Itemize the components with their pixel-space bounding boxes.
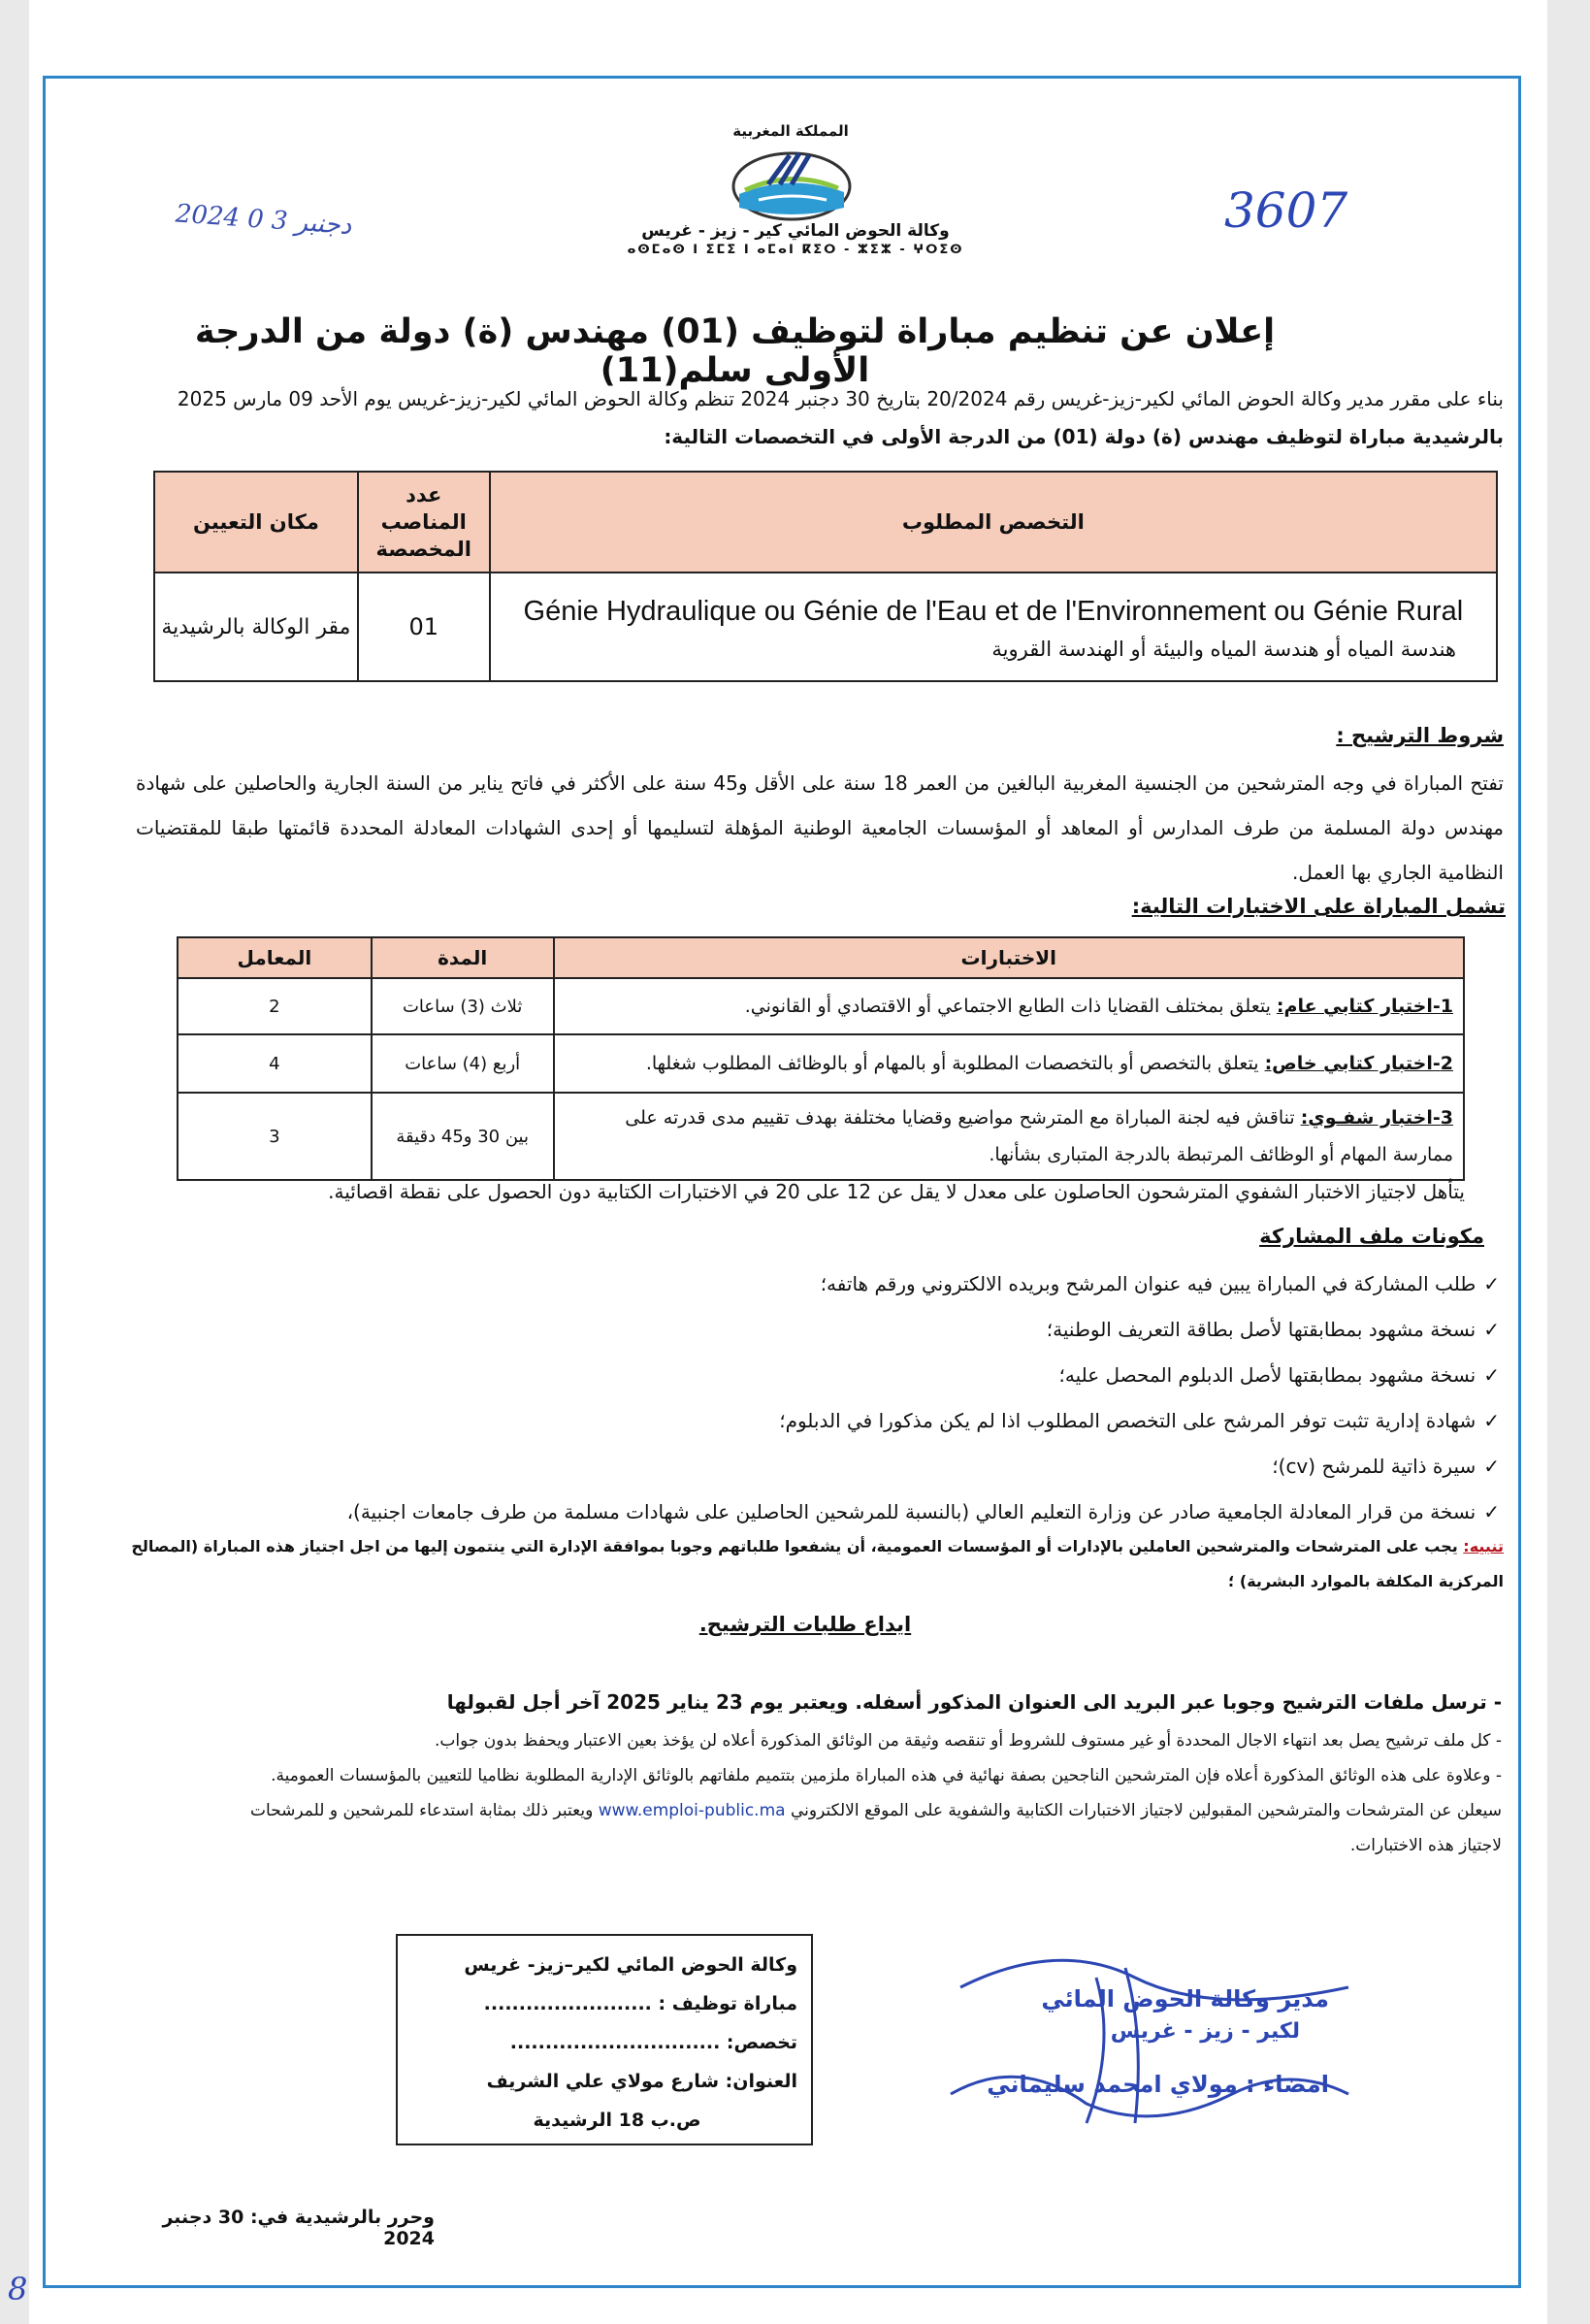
specialty-arabic: هندسة المياه أو هندسة المياه والبيئة أو الهندسة القروية <box>991 637 1456 661</box>
test-label: 1-اختبار كتابي عام: <box>1276 996 1453 1017</box>
agency-name-arabic: وكالة الحوض المائي كير - زيز - غريس <box>641 221 950 241</box>
header-tests: الاختبارات <box>554 937 1464 978</box>
header-count: عدد المناصب المخصصة <box>358 472 490 573</box>
cell-coefficient: 4 <box>178 1034 372 1093</box>
table-row <box>154 573 1497 681</box>
handwritten-reference-number: 3607 <box>1224 182 1348 239</box>
list-item <box>320 1444 1500 1489</box>
deposit-line-text: سيعلن عن المترشحات والمترشحين المقبولين لاجتياز الاختبارات الكتابية والشفوية على الموقع الالكتروني <box>785 1801 1502 1820</box>
announcement-title: إعلان عن تنظيم مباراة لتوظيف (01) مهندس (ة) دولة من الدرجة الأولى سلم(11) <box>194 312 1276 390</box>
address-street: العنوان: شارع مولاي علي الشريف <box>486 2071 797 2092</box>
test-label: 2-اختبار كتابي خاص: <box>1264 1053 1453 1074</box>
conditions-heading: شروط الترشيح : <box>1336 724 1504 747</box>
deposit-line: لاجتياز هذه الاختبارات. <box>1349 1836 1502 1855</box>
address-contest: مباراة توظيف : ........................ <box>483 1993 797 2014</box>
deposit-section <box>126 1681 1502 1863</box>
cell-duration: بين 30 و45 دقيقة <box>372 1093 554 1180</box>
cell-duration: ثلاث (3) ساعات <box>372 978 554 1034</box>
list-item-text: نسخة مشهود بمطابقتها لأصل الدبلوم المحصل عليه؛ <box>1058 1363 1476 1387</box>
kingdom-label: المملكة المغربية <box>732 122 849 140</box>
note-text: يجب على المترشحات والمترشحين العاملين بالإدارات أو المؤسسات العمومية، أن يشفعوا طلباتهم وجوبا بموافقة الإدارة التي ينتمون إليها من اجل اجتياز هذه المباراة (المصالح المركزية المكلفة بالموارد البشرية) ؛ <box>131 1537 1504 1590</box>
address-po-box: ص.ب 18 الرشيدية <box>533 2110 701 2131</box>
table-row <box>178 1093 1464 1180</box>
cell-coefficient: 3 <box>178 1093 372 1180</box>
cell-place: مقر الوكالة بالرشيدية <box>154 573 358 681</box>
list-item <box>320 1353 1500 1398</box>
header-place: مكان التعيين <box>154 472 358 573</box>
cell-specialty <box>490 573 1497 681</box>
list-item <box>320 1261 1500 1307</box>
signature-stamp <box>941 1948 1358 2133</box>
test-description: يتعلق بالتخصص أو بالتخصصات المطلوبة أو بالمهام أو بالوظائف المطلوب شغلها. <box>645 1053 1265 1074</box>
address-specialty: تخصص: .............................. <box>509 2032 797 2053</box>
tests-table <box>177 936 1465 1181</box>
list-item-text: نسخة مشهود بمطابقتها لأصل بطاقة التعريف الوطنية؛ <box>1046 1318 1476 1341</box>
corner-handwritten-mark: 8 <box>8 2271 28 2308</box>
checkmark-icon: ✓ <box>1483 1409 1500 1432</box>
intro-paragraph <box>146 380 1504 456</box>
website-link[interactable]: www.emploi-public.ma <box>598 1801 786 1820</box>
agency-name-tifinagh: ⴰⵙⵎⴰⵙ ⵏ ⵉⵎⵉ ⵏ ⴰⵎⴰⵏ ⴽⵉⵔ - ⵣⵉⵣ - ⵖⵔⵉⵙ <box>627 243 964 257</box>
header-duration: المدة <box>372 937 554 978</box>
specialty-french: Génie Hydraulique ou Génie de l'Eau et de l'Environnement ou Génie Rural <box>523 595 1464 627</box>
table-row <box>178 1034 1464 1093</box>
list-item-text: نسخة من قرار المعادلة الجامعية صادر عن وزارة التعليم العالي (بالنسبة للمرشحين الحاصلين على شهادات مسلمة من طرف جامعات اجنبية)، <box>346 1500 1476 1523</box>
positions-table <box>153 471 1498 682</box>
list-item <box>320 1307 1500 1353</box>
table-row <box>178 978 1464 1034</box>
signature-title: مدير وكالة الحوض المائي <box>1041 1985 1329 2013</box>
warning-note <box>126 1529 1504 1599</box>
date-stamp: 2024 دجنبر 3 0 <box>174 199 353 242</box>
deposit-line: - وعلاوة على هذه الوثائق المذكورة أعلاه فإن المترشحين الناجحين بصفة نهائية في هذه المباراة ملزمين بتتميم ملفاتهم بالوثائق الإدارية المطلوبة نظاميا للتعيين بالمؤسسات العمومية. <box>271 1766 1502 1785</box>
tests-heading: تشمل المباراة على الاختبارات التالية: <box>1131 895 1506 918</box>
cell-test-desc <box>554 1034 1464 1093</box>
positions-table-header <box>154 472 1497 573</box>
header-specialty: التخصص المطلوب <box>490 472 1497 573</box>
deposit-deadline-line: - ترسل ملفات الترشيح وجوبا عبر البريد الى العنوان المذكور أسفله. ويعتبر يوم 23 يناير 2025 آخر أجل لقبولها <box>446 1690 1502 1714</box>
deposit-line: - كل ملف ترشيح يصل بعد انتهاء الاجال المحددة أو غير مستوف للشروط أو تنقصه وثيقة من الوثائق المذكورة أعلاه لن يؤخذ بعين الاعتبار ويحفظ بدون جواب. <box>434 1731 1502 1751</box>
intro-line-2: بالرشيدية مباراة لتوظيف مهندس (ة) دولة (01) من الدرجة الأولى في التخصصات التالية: <box>664 425 1504 448</box>
deposit-heading: ايداع طلبات الترشيح. <box>698 1613 912 1636</box>
signature-name: امضاء : مولاي امحمد سليماني <box>987 2071 1329 2098</box>
cell-duration: أربع (4) ساعات <box>372 1034 554 1093</box>
checkmark-icon: ✓ <box>1483 1455 1500 1478</box>
agency-logo-icon <box>730 144 854 225</box>
signed-at-date: وحرر بالرشيدية في: 30 دجنبر 2024 <box>162 2207 435 2249</box>
list-item-text: طلب المشاركة في المباراة يبين فيه عنوان المرشح وبريده الالكتروني ورقم هاتفه؛ <box>820 1272 1476 1295</box>
list-item-text: شهادة إدارية تثبت توفر المرشح على التخصص المطلوب اذا لم يكن مذكورا في الدبلوم؛ <box>779 1409 1476 1432</box>
list-item <box>320 1398 1500 1444</box>
cell-count: 01 <box>358 573 490 681</box>
mailing-address-box <box>396 1934 813 2145</box>
signature-agency: لكير - زيز - غريس <box>1110 2019 1300 2044</box>
cell-test-desc <box>554 978 1464 1034</box>
header-coefficient: المعامل <box>178 937 372 978</box>
deposit-line-text: ويعتبر ذلك بمثابة استدعاء للمرشحين و للمرشحات <box>250 1801 599 1820</box>
test-description: تناقش فيه لجنة المباراة مع المترشح مواضيع وقضايا مختلفة بهدف تقييم مدى قدرته على ممارسة المهام أو الوظائف المرتبطة بالدرجة المتبارى بشأنها. <box>625 1107 1453 1165</box>
checkmark-icon: ✓ <box>1483 1318 1500 1341</box>
tests-table-header <box>178 937 1464 978</box>
cell-coefficient: 2 <box>178 978 372 1034</box>
dossier-heading: مكونات ملف المشاركة <box>1259 1225 1484 1248</box>
oral-threshold-note: يتأهل لاجتياز الاختبار الشفوي المترشحون الحاصلون على معدل لا يقل عن 12 على 20 في الاختبارات الكتابية دون الحصول على نقطة اقصائية. <box>328 1180 1465 1203</box>
note-label: تنبيه: <box>1463 1537 1504 1555</box>
test-label: 3-اختبار شفـوي: <box>1300 1107 1453 1129</box>
address-agency: وكالة الحوض المائي لكير–زيز- غريس <box>464 1954 797 1976</box>
dossier-items-list <box>320 1261 1500 1535</box>
cell-test-desc <box>554 1093 1464 1180</box>
deposit-line <box>126 1793 1502 1828</box>
list-item <box>320 1489 1500 1535</box>
checkmark-icon: ✓ <box>1483 1363 1500 1387</box>
list-item-text: سيرة ذاتية للمرشح (cv)؛ <box>1272 1455 1476 1478</box>
checkmark-icon: ✓ <box>1483 1272 1500 1295</box>
conditions-text: تفتح المباراة في وجه المترشحين من الجنسية المغربية البالغين من العمر 18 سنة على الأقل و45 سنة على الأكثر في فاتح يناير من السنة الجارية والحاصلين على شهادة مهندس دولة المسلمة من طرف المدارس أو المعاهد أو المؤسسات الجامعية الوطنية المؤهلة لتسليمها أو إحدى الشهادات المعادلة المحددة قائمتها طبقا للمقتضيات النظامية الجاري بها العمل. <box>136 771 1504 884</box>
checkmark-icon: ✓ <box>1483 1500 1500 1523</box>
test-description: يتعلق بمختلف القضايا ذات الطابع الاجتماعي أو الاقتصادي أو القانوني. <box>744 996 1277 1017</box>
intro-line-1: بناء على مقرر مدير وكالة الحوض المائي لكير-زيز-غريس رقم 20/2024 بتاريخ 30 دجنبر 2024 تنظم وكالة الحوض المائي لكير-زيز-غريس يوم الأحد 09 مارس 2025 <box>177 387 1504 410</box>
